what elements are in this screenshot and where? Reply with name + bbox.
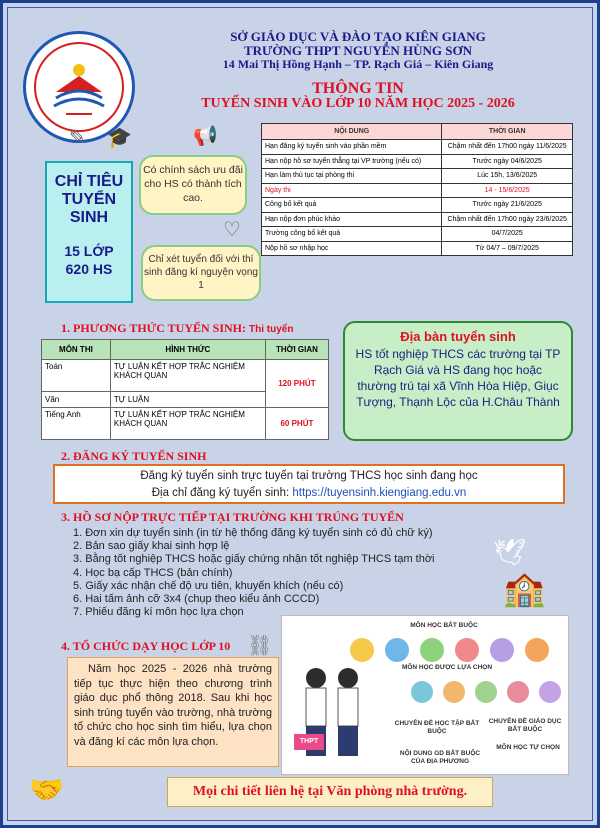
table-row — [262, 169, 573, 184]
quota-classes: 15 LỚP — [64, 243, 114, 259]
schedule-cell: Hạn nộp hồ sơ tuyển thẳng tại VP trường (nếu có) — [262, 154, 442, 169]
section-1-title — [61, 321, 293, 336]
exam-duration: 60 PHÚT — [265, 408, 328, 440]
edit-icon: ✎ — [69, 127, 86, 149]
exam-form: TỰ LUẬN — [110, 392, 265, 408]
schedule-cell: Hạn làm thủ tục tại phòng thi — [262, 169, 442, 184]
poster-subtitle: TUYỂN SINH VÀO LỚP 10 NĂM HỌC 2025 - 2026 — [201, 96, 515, 111]
schedule-cell: Công bố kết quả — [262, 198, 442, 213]
exam-methods-table — [41, 339, 329, 440]
elective-subjects-label: MÔN HỌC ĐƯỢC LỰA CHỌN — [401, 664, 493, 671]
list-item: 5. Giấy xác nhận chế độ ưu tiên, khuyến khích (nếu có) — [73, 579, 344, 592]
list-item: 2. Bản sao giấy khai sinh hợp lệ — [73, 540, 230, 553]
schedule-cell: Lúc 15h, 13/6/2025 — [442, 169, 573, 184]
methods-header-form: HÌNH THỨC — [110, 340, 265, 360]
list-item: 3. Bằng tốt nghiệp THCS hoặc giấy chứng nhận tốt nghiệp THCS tạm thời — [73, 553, 435, 566]
schedule-cell: Trước ngày 21/6/2025 — [442, 198, 573, 213]
subjects-diagram — [281, 615, 569, 775]
exam-form: TỰ LUẬN KẾT HỢP TRẮC NGHIỆM KHÁCH QUAN — [110, 408, 265, 440]
required-subjects-label: MÔN HỌC BẮT BUỘC — [410, 622, 478, 629]
schedule-cell: Chậm nhất đến 17h00 ngày 23/6/2025 — [442, 212, 573, 227]
schedule-table — [261, 123, 573, 256]
quota-title: CHỈ TIÊU TUYỂN SINH — [54, 173, 124, 226]
chain-link-icon: ⛓ — [247, 635, 273, 657]
registration-label: Địa chỉ đăng ký tuyển sinh: — [151, 487, 290, 499]
aspiration-note: Chỉ xét tuyển đối với thí sinh đăng kí nguyện vọng 1 — [141, 245, 261, 301]
section-2-title: 2. ĐĂNG KÝ TUYỂN SINH — [61, 449, 207, 463]
thpt-badge: THPT — [294, 734, 324, 750]
section-1-method: Thi tuyển — [249, 324, 294, 335]
table-row — [262, 241, 573, 256]
schedule-cell: Trước ngày 04/6/2025 — [442, 154, 573, 169]
handshake-icon: 🤝 — [29, 774, 64, 805]
exam-duration: 120 PHÚT — [265, 360, 328, 408]
elective-subject-icons — [406, 674, 566, 714]
poster-title: THÔNG TIN — [312, 80, 404, 97]
enrollment-area-box — [343, 321, 573, 441]
schedule-cell: Hạn đăng ký tuyển sinh vào phần mềm — [262, 140, 442, 155]
schedule-cell: Chậm nhất đến 17h00 ngày 11/6/2025 — [442, 140, 573, 155]
curriculum-text: Năm học 2025 - 2026 nhà trường tiếp tục thực hiện theo chương trình giáo dục phổ thông 2018. Sau khi học sinh trúng tuyển vào trường, nhà trường tổ chức cho học sinh tìm hiểu, lựa chọn và đăng kí các môn lựa chọn. — [67, 657, 279, 767]
table-row — [262, 212, 573, 227]
section-4-title: 4. TỔ CHỨC DẠY HỌC LỚP 10 — [61, 639, 231, 653]
list-item: 4. Học bạ cấp THCS (bản chính) — [73, 566, 233, 579]
topics2-label: CHUYÊN ĐỀ GIÁO DỤC BẮT BUỘC — [488, 718, 562, 733]
schedule-cell: Hạn nộp đơn phúc khảo — [262, 212, 442, 227]
table-row — [42, 408, 329, 440]
schedule-cell: 04/7/2025 — [442, 227, 573, 242]
list-item: 6. Hai tấm ảnh cỡ 3x4 (chụp theo kiểu ảnh CCCD) — [73, 593, 320, 606]
schedule-cell: 14 - 15/6/2025 — [442, 183, 573, 198]
table-row — [262, 154, 573, 169]
table-row — [262, 140, 573, 155]
school-address: 14 Mai Thị Hồng Hạnh – TP. Rạch Giá – Kiên Giang — [222, 57, 494, 71]
topics-label: CHUYÊN ĐỀ HỌC TẬP BẮT BUỘC — [394, 720, 480, 735]
section-3-title: 3. HỒ SƠ NỘP TRỰC TIẾP TẠI TRƯỜNG KHI TRÚNG TUYỂN — [61, 510, 404, 524]
exam-subject: Văn — [42, 392, 111, 408]
exam-subject: Toán — [42, 360, 111, 392]
schedule-cell: Từ 04/7 – 09/7/2025 — [442, 241, 573, 256]
registration-link[interactable]: https://tuyensinh.kiengiang.edu.vn — [292, 487, 467, 499]
registration-address — [55, 485, 563, 502]
registration-box — [53, 464, 565, 504]
megaphone-icon: 📢 — [193, 125, 218, 147]
section-1-heading: 1. PHƯƠNG THỨC TUYỂN SINH: — [61, 321, 247, 335]
school-name: TRƯỜNG THPT NGUYỄN HÙNG SƠN — [243, 43, 472, 58]
area-title: Địa bàn tuyển sinh — [400, 329, 516, 344]
table-row — [42, 360, 329, 392]
schedule-header-content: NỘI DUNG — [262, 124, 442, 140]
table-row — [262, 183, 573, 198]
schedule-cell: Ngày thi — [262, 183, 442, 198]
department-name: SỞ GIÁO DỤC VÀ ĐÀO TẠO KIÊN GIANG — [230, 29, 486, 44]
schedule-header-time: THỜI GIAN — [442, 124, 573, 140]
graduation-cap-icon: 🎓 — [107, 127, 132, 149]
policy-note: Có chính sách ưu đãi cho HS có thành tích cao. — [139, 155, 247, 215]
quota-box — [45, 161, 133, 303]
exam-form: TỰ LUẬN KẾT HỢP TRẮC NGHIỆM KHÁCH QUAN — [110, 360, 265, 392]
list-item: 1. Đơn xin dự tuyển sinh (in từ hệ thống đăng ký tuyển sinh có đủ chữ ký) — [73, 527, 433, 539]
list-item: 7. Phiếu đăng kí môn học lựa chọn — [73, 606, 244, 619]
table-row — [262, 227, 573, 242]
area-text: HS tốt nghiệp THCS các trường tại TP Rạch Giá và HS đang học hoặc thường trú tại xã Vĩnh Hòa Hiệp, Giục Tượng, Thạnh Lộc của H.Châu Thành — [355, 347, 561, 409]
quota-students: 620 HS — [65, 261, 113, 277]
methods-header-time: THỜI GIAN — [265, 340, 328, 360]
schedule-cell: Trường công bố kết quả — [262, 227, 442, 242]
hand-heart-icon: ♡ — [223, 219, 241, 241]
exam-subject: Tiếng Anh — [42, 408, 111, 440]
footer-contact: Mọi chi tiết liên hệ tại Văn phòng nhà trường. — [167, 777, 493, 807]
schedule-cell: Nộp hồ sơ nhập học — [262, 241, 442, 256]
documents-list — [73, 527, 493, 619]
registration-line: Đăng ký tuyển sinh trực tuyến tại trường THCS học sinh đang học — [140, 470, 478, 482]
local-content-label: NỘI DUNG GD BẮT BUỘC CỦA ĐỊA PHƯƠNG — [399, 750, 481, 765]
methods-header-subject: MÔN THI — [42, 340, 111, 360]
table-row — [262, 198, 573, 213]
dove-icon: 🕊 — [493, 537, 527, 567]
school-building-icon: 🏫 — [503, 570, 546, 608]
self-elective-label: MÔN HỌC TỰ CHỌN — [496, 744, 560, 751]
students-illustration — [288, 660, 378, 770]
